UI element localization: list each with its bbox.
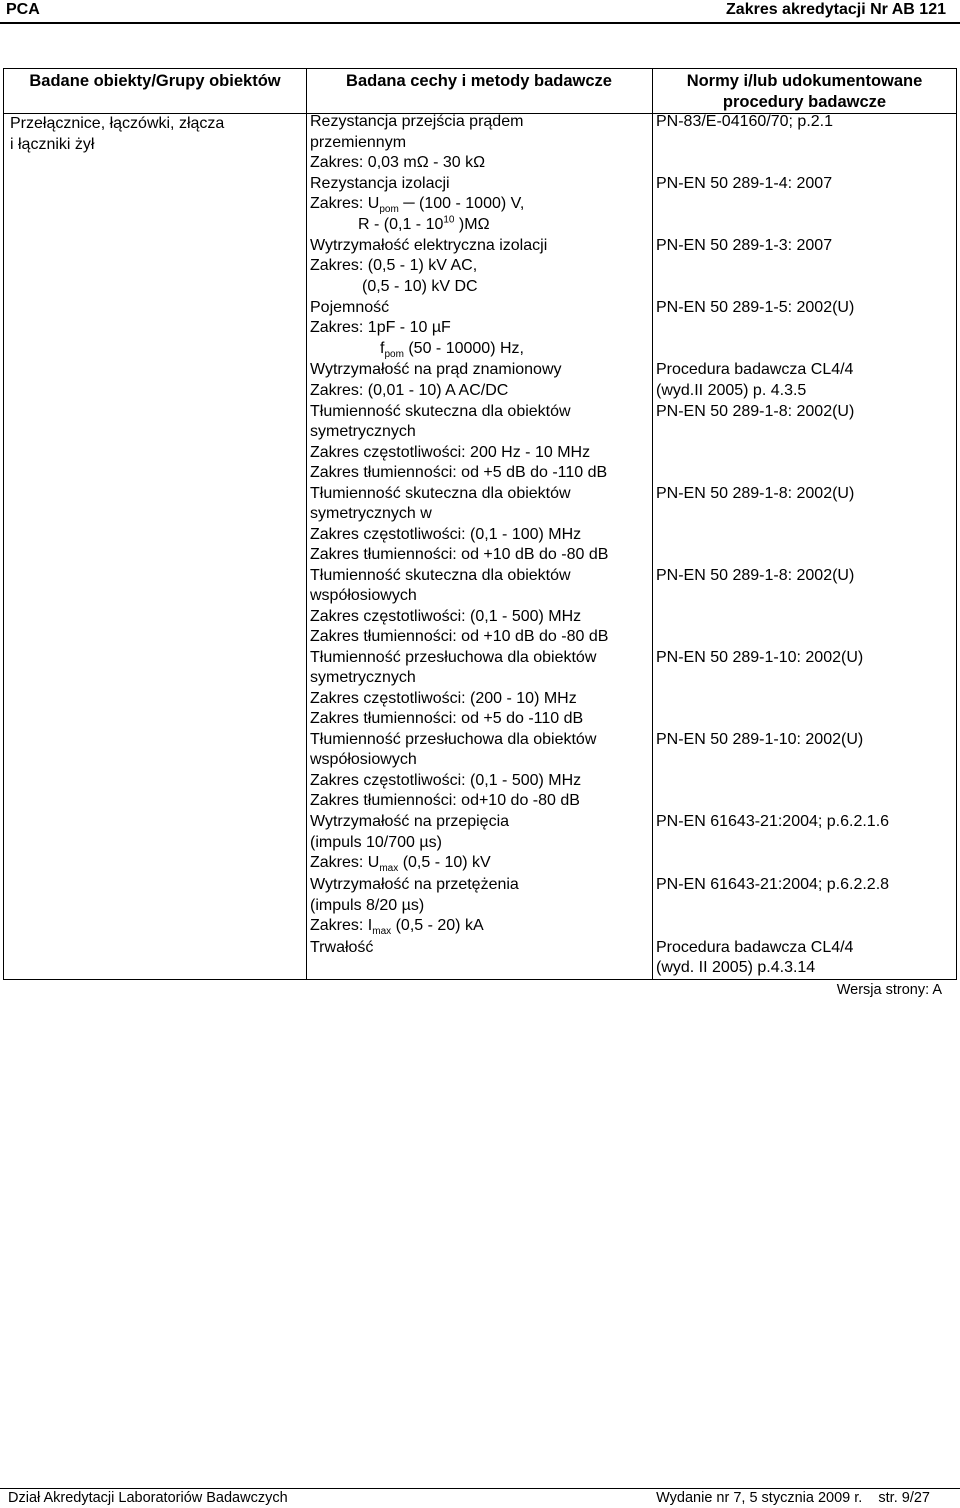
method-line: Trwałość xyxy=(310,939,374,956)
method-line: (impuls 10/700 µs) xyxy=(310,834,442,851)
norm-line: (wyd. II 2005) p.4.3.14 xyxy=(656,959,816,976)
col1-header: Badane obiekty/Grupy obiektów xyxy=(29,72,281,90)
method-line: Zakres: $U_{pom}$ ─ (100 - 1000) V, xyxy=(310,195,525,216)
page-header xyxy=(0,0,960,24)
norm-line: PN-EN 50 289-1-5: 2002(U) xyxy=(656,299,855,316)
method-line: Tłumienność skuteczna dla obiektów xyxy=(310,485,571,502)
method-line: (impuls 8/20 µs) xyxy=(310,897,425,914)
method-line: Zakres częstotliwości: (200 - 10) MHz xyxy=(310,690,577,707)
method-line: Wytrzymałość na przetężenia xyxy=(310,876,519,893)
column-divider xyxy=(652,69,653,979)
method-line: Tłumienność przesłuchowa dla obiektów xyxy=(310,649,597,666)
method-line: Wytrzymałość na prąd znamionowy xyxy=(310,361,562,378)
norm-line: Procedura badawcza CL4/4 xyxy=(656,939,854,956)
method-line: Tłumienność przesłuchowa dla obiektów xyxy=(310,731,597,748)
method-line: symetrycznych w xyxy=(310,505,432,522)
method-line: $f_{pom}$ (50 - 10000) Hz, xyxy=(380,340,524,361)
col3-header-line2: procedury badawcze xyxy=(722,93,887,111)
norm-line: PN-EN 50 289-1-10: 2002(U) xyxy=(656,649,864,666)
footer-edition: Wydanie nr 7, 5 stycznia 2009 r. str. 9/27 xyxy=(656,1490,930,1506)
method-line: symetrycznych xyxy=(310,423,416,440)
norm-line: PN-EN 50 289-1-8: 2002(U) xyxy=(656,567,855,584)
method-line: symetrycznych xyxy=(310,669,416,686)
object-line1: Przełącznice, łączówki, złącza xyxy=(10,115,225,132)
norm-line: PN-EN 50 289-1-3: 2007 xyxy=(656,237,833,254)
object-line2: i łączniki żył xyxy=(10,135,95,153)
col3-header-line1: Normy i/lub udokumentowane xyxy=(686,72,923,90)
norm-line: PN-EN 50 289-1-8: 2002(U) xyxy=(656,403,855,420)
norm-line: PN-EN 50 289-1-4: 2007 xyxy=(656,175,833,192)
header-org: PCA xyxy=(6,1,40,18)
norm-line: PN-EN 50 289-1-10: 2002(U) xyxy=(656,731,864,748)
norm-line: PN-EN 50 289-1-8: 2002(U) xyxy=(656,485,855,502)
col3-header xyxy=(652,71,957,113)
norm-line: (wyd.II 2005) p. 4.3.5 xyxy=(656,382,807,399)
method-line: współosiowych xyxy=(310,587,417,604)
method-line: Wytrzymałość elektryczna izolacji xyxy=(310,237,548,254)
method-line: Zakres tłumienności: od +10 dB do -80 dB xyxy=(310,546,609,563)
norm-line: Procedura badawcza CL4/4 xyxy=(656,361,854,378)
method-line: Pojemność xyxy=(310,299,390,316)
column-divider xyxy=(306,69,307,979)
col2-header: Badana cechy i metody badawcze xyxy=(346,72,612,90)
method-line: Zakres: 1pF - 10 µF xyxy=(310,319,451,336)
method-line: Zakres częstotliwości: (0,1 - 500) MHz xyxy=(310,608,582,625)
footer-rule xyxy=(0,1488,960,1489)
method-line: Tłumienność skuteczna dla obiektów xyxy=(310,567,571,584)
method-line: Wytrzymałość na przepięcia xyxy=(310,813,510,830)
method-line: przemiennym xyxy=(310,134,407,151)
norm-line: PN-EN 61643-21:2004; p.6.2.1.6 xyxy=(656,813,890,830)
method-line: Zakres: $U_{max}$ (0,5 - 10) kV xyxy=(310,854,491,875)
method-line: Tłumienność skuteczna dla obiektów xyxy=(310,403,571,420)
method-line: Zakres tłumienności: od +5 dB do -110 dB xyxy=(310,464,608,481)
method-line: Zakres tłumienności: od +10 dB do -80 dB xyxy=(310,628,609,645)
method-line: (0,5 - 10) kV DC xyxy=(362,278,478,295)
method-line: Zakres częstotliwości: 200 Hz - 10 MHz xyxy=(310,444,591,461)
method-line: współosiowych xyxy=(310,751,417,768)
method-line: Zakres częstotliwości: (0,1 - 500) MHz xyxy=(310,772,582,789)
method-line: Zakres tłumienności: od+10 do -80 dB xyxy=(310,792,580,809)
method-line: Zakres: (0,5 - 1) kV AC, xyxy=(310,257,478,274)
method-line: Zakres: $I_{max}$ (0,5 - 20) kA xyxy=(310,917,484,938)
norm-line: PN-EN 61643-21:2004; p.6.2.2.8 xyxy=(656,876,890,893)
method-line: R - ($0,1 - 10^{10}$ )MΩ xyxy=(358,214,490,233)
page-version: Wersja strony: A xyxy=(836,982,942,998)
method-line: Rezystancja przejścia prądem xyxy=(310,113,524,130)
method-line: Zakres tłumienności: od +5 do -110 dB xyxy=(310,710,584,727)
method-line: Zakres: 0,03 mΩ - 30 kΩ xyxy=(310,154,486,171)
header-title: Zakres akredytacji Nr AB 121 xyxy=(726,1,946,18)
method-line: Zakres: (0,01 - 10) A AC/DC xyxy=(310,382,509,399)
object-group xyxy=(10,114,300,155)
footer-department: Dział Akredytacji Laboratoriów Badawczych xyxy=(8,1490,288,1506)
norm-line: PN-83/E-04160/70; p.2.1 xyxy=(656,113,834,130)
method-line: Rezystancja izolacji xyxy=(310,175,450,192)
method-line: Zakres częstotliwości: (0,1 - 100) MHz xyxy=(310,526,582,543)
